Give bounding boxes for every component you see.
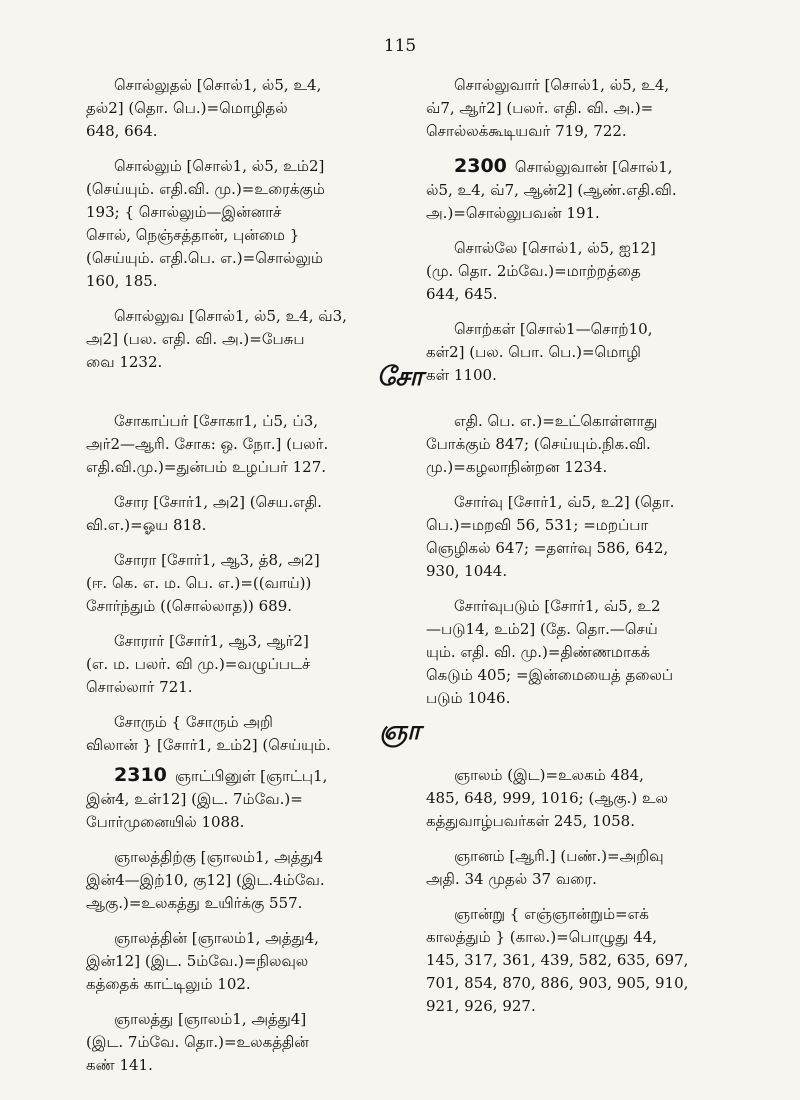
entry-line [426,926,766,949]
entry-line [426,903,766,926]
entry-line [86,950,426,973]
entry-line [426,687,766,710]
entry-line [86,97,426,120]
entry-line-text: சொல்லே [சொல்1, ல்5, ஐ12] [454,239,656,257]
entry-line-text: 145, 317, 361, 439, 582, 635, 697, [426,951,689,969]
dictionary-entry [86,491,426,537]
entry-line-text: கண் 141. [86,1056,153,1074]
entry-line [86,1031,426,1054]
entry-line-text: அ2] (பல. எதி. வி. அ.)=பேசுப [86,330,305,348]
entry-line [86,676,426,699]
entry-line [426,560,766,583]
entry-line-text: சொல்லும் [சொல்1, ல்5, உம்2] [114,157,325,175]
entry-line [86,1054,426,1077]
dictionary-entry [426,903,766,1018]
dictionary-entry [426,155,766,225]
entry-line [426,202,766,225]
entry-line-text: கள்2] (பல. பொ. பெ.)=மொழி [426,343,641,361]
entry-line [86,1008,426,1031]
entry-line [426,410,766,433]
entry-line [426,433,766,456]
entry-line [426,237,766,260]
dictionary-entry [86,1008,426,1077]
entry-line-text: அர்2—ஆரி. சோக: ஒ. நோ.] (பலர். [86,435,329,453]
entry-line-text: ஞான்று { எஞ்ஞான்றும்=எக் [454,905,649,923]
dictionary-entry [426,410,766,479]
dictionary-entry [86,630,426,699]
entry-line-text: சோரா [சோர்1, ஆ3, த்8, அ2] [114,551,320,569]
entry-line [426,537,766,560]
entry-line [86,178,426,201]
entry-line [426,868,766,891]
entry-line-text: ல்5, உ4, வ்7, ஆன்2] (ஆண்.எதி.வி. [426,181,677,199]
entry-line [86,224,426,247]
entry-line [426,283,766,306]
entry-line-text: தல்2] (தொ. பெ.)=மொழிதல் [86,99,288,117]
entry-line-text: சோர்வு [சோர்1, வ்5, உ2] (தொ. [454,493,675,511]
entry-line-text: கத்தைக் காட்டிலும் 102. [86,975,251,993]
entry-line [426,341,766,364]
entry-line-text: போக்கும் 847; (செய்யும்.நிக.வி. [426,435,651,453]
entry-line-text: ஞாலம் (இட)=உலகம் 484, [454,766,644,784]
dictionary-entry [86,927,426,996]
entry-line [426,972,766,995]
entry-line [426,764,766,787]
entry-line-text: சோர்ந்தும் ((சொல்லாத)) 689. [86,597,293,615]
entry-line [86,410,426,433]
entry-line-text: 644, 645. [426,285,498,303]
dictionary-entry [86,155,426,293]
entry-line [426,74,766,97]
dictionary-entry [86,846,426,915]
section-heading-nya: ஞா [379,716,421,746]
entry-line-text: போர்முனையில் 1088. [86,813,245,831]
entry-line [426,514,766,537]
entry-line [426,787,766,810]
entry-line [86,630,426,653]
entry-line-text: விலான் } [சோர்1, உம்2] (செய்யும். [86,736,331,754]
entry-line-text: 930, 1044. [426,562,508,580]
entry-line-text: சொற்கள் [சொல்1—சொற்10, [454,320,653,338]
page-number: 115 [383,36,417,56]
entry-line [426,595,766,618]
entry-line-text: ஞானம் [ஆரி.] (பண்.)=அறிவு [454,847,664,865]
entry-line [86,549,426,572]
entry-number: 2310 [114,764,167,786]
entry-line-text: 485, 648, 999, 1016; (ஆகு.) உல [426,789,669,807]
entry-line-text: சொல், நெஞ்சத்தான், புன்மை } [86,226,300,244]
entry-line [86,201,426,224]
entry-line [426,949,766,972]
entry-line-text: சொல்லக்கூடியவர் 719, 722. [426,122,627,140]
entry-line [86,788,426,811]
entry-line-text: சோரார் [சோர்1, ஆ3, ஆர்2] [114,632,309,650]
dictionary-entry [86,410,426,479]
entry-line-text: ஞாட்பினுள் [ஞாட்பு1, [174,767,328,785]
dictionary-entry [426,595,766,710]
entry-line-text: 701, 854, 870, 886, 903, 905, 910, [426,974,689,992]
entry-line-text: அதி. 34 முதல் 37 வரை. [426,870,597,888]
entry-line [86,270,426,293]
entry-line-text: (எ. ம. பலர். வி மு.)=வழுப்படச் [86,655,311,673]
entry-line-text: காலத்தும் } (கால.)=பொழுது 44, [426,928,658,946]
entry-line [426,845,766,868]
section-3-left-column [86,764,426,1089]
entry-number: 2300 [454,155,507,177]
entry-line [86,595,426,618]
section-1-right-column [426,74,766,399]
entry-line-text: எதி.வி.மு.)=துன்பம் உழப்பர் 127. [86,458,326,476]
entry-line-text: யும். எதி. வி. மு.)=திண்ணமாகக் [426,643,651,661]
entry-line [426,120,766,143]
entry-line-text: கள் 1100. [426,366,497,384]
entry-line [86,491,426,514]
entry-line-text: —படு14, உம்2] (தே. தொ.—செய் [426,620,658,638]
entry-line-text: (இட. 7ம்வே. தொ.)=உலகத்தின் [86,1033,309,1051]
entry-line [426,641,766,664]
entry-line [426,456,766,479]
entry-line-text: (செய்யும். எதி.பெ. எ.)=சொல்லும் [86,249,323,267]
section-3-right-column [426,764,766,1030]
entry-line [86,846,426,869]
entry-line-text: இன்4—இற்10, கு12] (இட.4ம்வே. [86,871,325,889]
entry-line-text: (மு. தொ. 2ம்வே.)=மாற்றத்தை [426,262,641,280]
entry-line [426,995,766,1018]
entry-line [86,892,426,915]
entry-line [86,74,426,97]
entry-line [86,927,426,950]
entry-line-text: சோகாப்பர் [சோகா1, ப்5, ப்3, [114,412,319,430]
entry-line [86,155,426,178]
entry-line [86,653,426,676]
dictionary-entry [86,74,426,143]
entry-line-text: பெ.)=மறவி 56, 531; =மறப்பா [426,516,649,534]
entry-line [426,664,766,687]
section-heading-so: சோ [376,362,424,392]
entry-line-text: சொல்லுவான் [சொல்1, [514,158,673,176]
entry-line-text: எதி. பெ. எ.)=உட்கொள்ளாது [454,412,658,430]
entry-line-text: வி.எ.)=ஓய 818. [86,516,207,534]
entry-line [86,973,426,996]
entry-line-text: அ.)=சொல்லுபவன் 191. [426,204,600,222]
entry-line-text: ஞாலத்தின் [ஞாலம்1, அத்து4, [114,929,319,947]
entry-line-text: (ஈ. கெ. எ. ம. பெ. எ.)=((வாய்)) [86,574,312,592]
entry-line-text: ஞெழிகல் 647; =தளர்வு 586, 642, [426,539,669,557]
entry-line [426,155,766,179]
dictionary-entry [426,491,766,583]
entry-line [86,811,426,834]
entry-line [426,260,766,283]
entry-line-text: சொல்லுவ [சொல்1, ல்5, உ4, வ்3, [114,307,347,325]
dictionary-entry [86,764,426,834]
entry-line-text: வ்7, ஆர்2] (பலர். எதி. வி. அ.)= [426,99,654,117]
entry-line [426,318,766,341]
entry-line-text: படும் 1046. [426,689,511,707]
entry-line-text: சோர்வுபடும் [சோர்1, வ்5, உ2 [454,597,661,615]
entry-line-text: சோரும் { சோரும் அறி [114,713,273,731]
entry-line-text: (செய்யும். எதி.வி. மு.)=உரைக்கும் [86,180,325,198]
entry-line [86,869,426,892]
entry-line [86,433,426,456]
entry-line [86,328,426,351]
dictionary-entry [426,237,766,306]
entry-line-text: ஞாலத்திற்கு [ஞாலம்1, அத்து4 [114,848,324,866]
entry-line [86,120,426,143]
entry-line [426,97,766,120]
entry-line-text: 921, 926, 927. [426,997,536,1015]
entry-line-text: வை 1232. [86,353,163,371]
entry-line [86,514,426,537]
section-2-right-column [426,410,766,722]
entry-line-text: ஆகு.)=உலகத்து உயிர்க்கு 557. [86,894,303,912]
entry-line [86,456,426,479]
entry-line-text: சொல்லுவார் [சொல்1, ல்5, உ4, [454,76,670,94]
entry-line-text: 160, 185. [86,272,158,290]
entry-line [86,305,426,328]
entry-line [86,247,426,270]
section-1-left-column [86,74,426,386]
entry-line-text: சொல்லுதல் [சொல்1, ல்5, உ4, [114,76,322,94]
dictionary-entry [426,845,766,891]
entry-line [86,764,426,788]
dictionary-entry [426,74,766,143]
entry-line-text: மு.)=கழலாநின்றன 1234. [426,458,608,476]
entry-line-text: கத்துவாழ்பவர்கள் 245, 1058. [426,812,635,830]
entry-line [426,810,766,833]
entry-line [426,618,766,641]
entry-line-text: 648, 664. [86,122,158,140]
entry-line-text: 193; { சொல்லும்—இன்னாச் [86,203,282,221]
dictionary-entry [86,549,426,618]
entry-line-text: இன்12] (இட. 5ம்வே.)=நிலவுல [86,952,309,970]
entry-line-text: ஞாலத்து [ஞாலம்1, அத்து4] [114,1010,307,1028]
dictionary-entry [426,764,766,833]
entry-line [426,179,766,202]
entry-line-text: சோர [சோர்1, அ2] (செய.எதி. [114,493,322,511]
entry-line-text: இன்4, உள்12] (இட. 7ம்வே.)= [86,790,303,808]
entry-line [426,491,766,514]
entry-line-text: சொல்லார் 721. [86,678,193,696]
entry-line [86,572,426,595]
entry-line-text: கெடும் 405; =இன்மையைத் தலைப் [426,666,674,684]
